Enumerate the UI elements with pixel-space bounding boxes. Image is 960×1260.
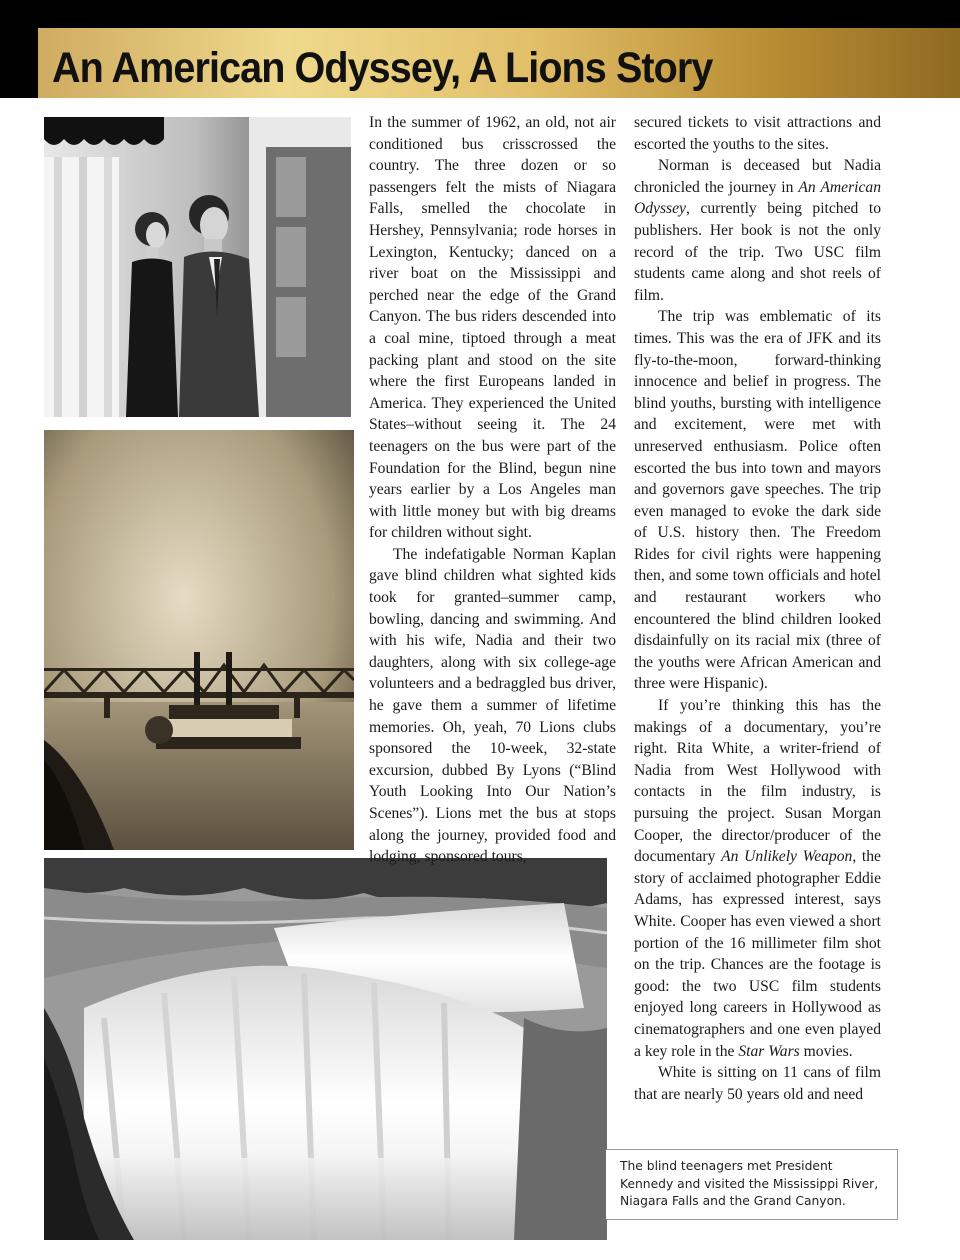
article-text: Norman is deceased but Nadia chronicled the journey in bbox=[634, 157, 881, 196]
article-text: , the story of acclaimed photographer Eddie Adams, has expressed interest, says White. Cooper has even viewed a short portion of the 16 millimeter film shot on the trip. Chances are the footage is good: the two USC film students enjoyed long careers in Hollywood as cinematographers and one even played a key role in the bbox=[634, 848, 881, 1060]
riverboat-bridge-photo bbox=[44, 430, 354, 850]
title-banner-left-block bbox=[0, 28, 38, 98]
kennedy-couple-photo bbox=[44, 117, 351, 417]
niagara-falls-photo bbox=[44, 858, 607, 1240]
article-paragraph bbox=[634, 695, 881, 1062]
photo-caption bbox=[606, 1149, 898, 1220]
photo-caption-text: The blind teenagers met President Kennedy and visited the Mississippi River, Niagara Falls and the Grand Canyon. bbox=[620, 1159, 879, 1208]
book-title: An American Odyssey bbox=[634, 178, 881, 218]
top-black-bar bbox=[0, 0, 960, 28]
film-title: Star Wars bbox=[738, 1042, 800, 1060]
article-paragraph: The indefatigable Norman Kaplan gave blind children what sighted kids took for granted–summer camp, bowling, dancing and swimming. And with his wife, Nadia and their two daughters, along with six college-age volunteers and a bedraggled bus driver, he gave them a summer of lifetime memories. Oh, yeah, 70 Lions clubs sponsored the 10-week, 32-state excursion, dubbed By Lyons (“Blind Youth Looking Into Our Nation’s Scenes”). Lions met the bus at stops along the journey, provided food and lodging, sponsored tours, bbox=[369, 545, 616, 866]
article-text: , currently being pitched to publishers. Her book is not the only record of the trip. Two USC film students came along and shot reels of film. bbox=[634, 200, 881, 304]
article-paragraph: The trip was emblematic of its times. This was the era of JFK and its fly-to-the-moon, forward-thinking innocence and belief in progress. The blind youths, bursting with intelligence and excitement, were met with unreserved enthusiasm. Police often escorted the bus into town and mayors and governors gave speeches. The trip even managed to evoke the dark side of U.S. history then. The Freedom Rides for civil rights were happening then, and some town officials and hotel and restaurant workers who encountered the blind children looked disdainfully on its racial mix (three of the youths were African American and three were Hispanic). bbox=[634, 308, 881, 693]
article-text: If you’re thinking this has the makings of a documentary, you’re right. Rita White, a writer-friend of Nadia from West Hollywood with contacts in the film industry, is pursuing the project. Susan Morgan Cooper, the director/producer of the documentary bbox=[634, 697, 881, 866]
page-title: An American Odyssey, A Lions Story bbox=[52, 44, 713, 92]
article-text: movies. bbox=[799, 1042, 853, 1060]
article-paragraph: In the summer of 1962, an old, not air conditioned bus crisscrossed the country. The three dozen or so passengers felt the mists of Niagara Falls, smelled the chocolate in Hershey, Pennsylvania; rode horses in Lexington, Kentucky; danced on a river boat on the Mississippi and perched near the edge of the Grand Canyon. The bus riders descended into a coal mine, tiptoed through a meat packing plant and stood on the site where the first Europeans landed in America. They experienced the United States–without seeing it. The 24 teenagers on the bus were part of the Foundation for the Blind, begun nine years earlier by a Los Angeles man with little money but with big dreams for children without sight. bbox=[369, 114, 616, 542]
article-column-2 bbox=[634, 112, 881, 1105]
article-paragraph bbox=[634, 155, 881, 306]
article-column-1 bbox=[369, 112, 616, 868]
article-paragraph: White is sitting on 11 cans of film that are nearly 50 years old and need bbox=[634, 1064, 881, 1103]
documentary-title: An Unlikely Weapon bbox=[721, 848, 853, 866]
article-paragraph: secured tickets to visit attractions and escorted the youths to the sites. bbox=[634, 114, 881, 153]
